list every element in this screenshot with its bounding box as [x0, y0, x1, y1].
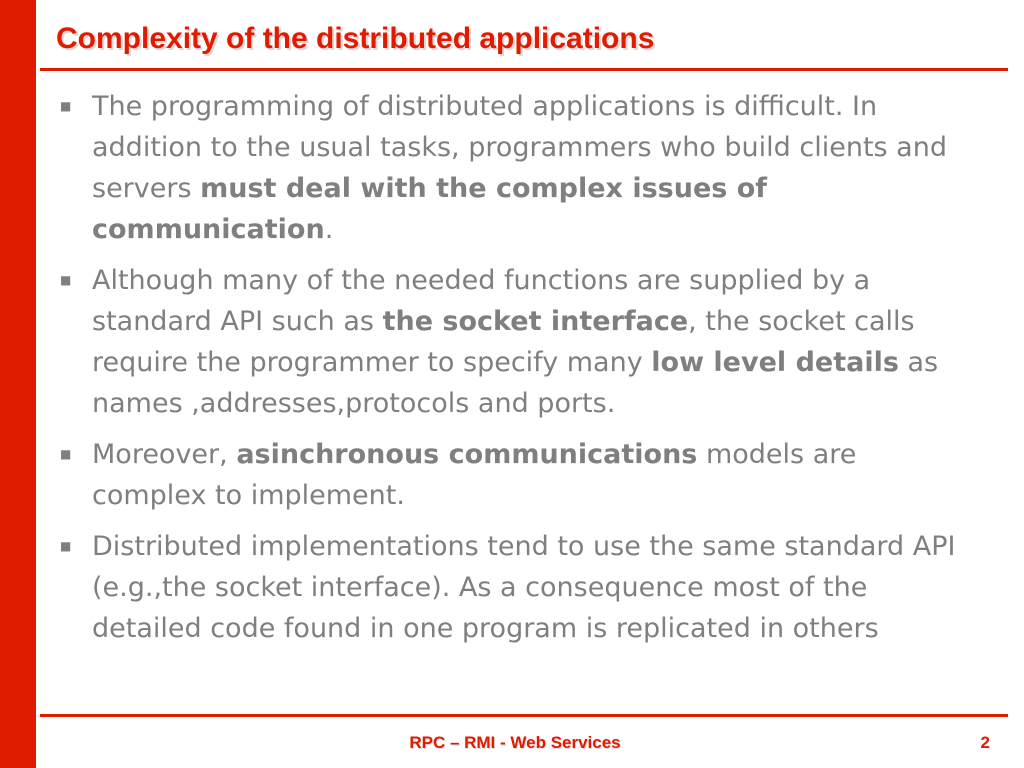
left-accent-bar [0, 0, 36, 768]
bullet-text: , the socket calls require the programmer to specify many [92, 306, 915, 378]
square-bullet-icon: ■ [60, 273, 72, 287]
page-number: 2 [980, 733, 990, 752]
slide-title: Complexity of the distributed applications [56, 22, 655, 55]
bullet-text: Although many of the needed functions are supplied by a standard API such as [92, 265, 871, 337]
title-divider [40, 68, 1008, 71]
bullet-text: as names ,addresses,protocols and ports. [92, 347, 939, 419]
bullet-text: . [324, 214, 334, 245]
square-bullet-icon: ■ [60, 447, 72, 461]
bullet-item [56, 434, 976, 516]
bullet-emphasis: must deal with the complex issues of communication [92, 173, 768, 245]
bullet-text: The programming of distributed applications is difficult. In addition to the usual tasks, programmers who build clients and servers [92, 91, 947, 204]
bullet-list [56, 86, 976, 659]
footer-text: RPC – RMI - Web Services [409, 733, 621, 752]
square-bullet-icon: ■ [60, 99, 72, 113]
footer-divider [40, 714, 1008, 717]
bullet-item [56, 86, 976, 250]
bullet-text: models are complex to implement. [92, 439, 857, 511]
bullet-emphasis: asinchronous communications [236, 439, 698, 470]
bullet-item [56, 260, 976, 424]
bullet-emphasis: low level details [651, 347, 899, 378]
bullet-item [56, 526, 976, 649]
bullet-text: Moreover, [92, 439, 237, 470]
square-bullet-icon: ■ [60, 539, 72, 553]
bullet-text: Distributed implementations tend to use the same standard API (e.g.,the socket interface). As a consequence most of the detailed code found in one program is replicated in others [92, 531, 956, 644]
bullet-emphasis: the socket interface [382, 306, 689, 337]
